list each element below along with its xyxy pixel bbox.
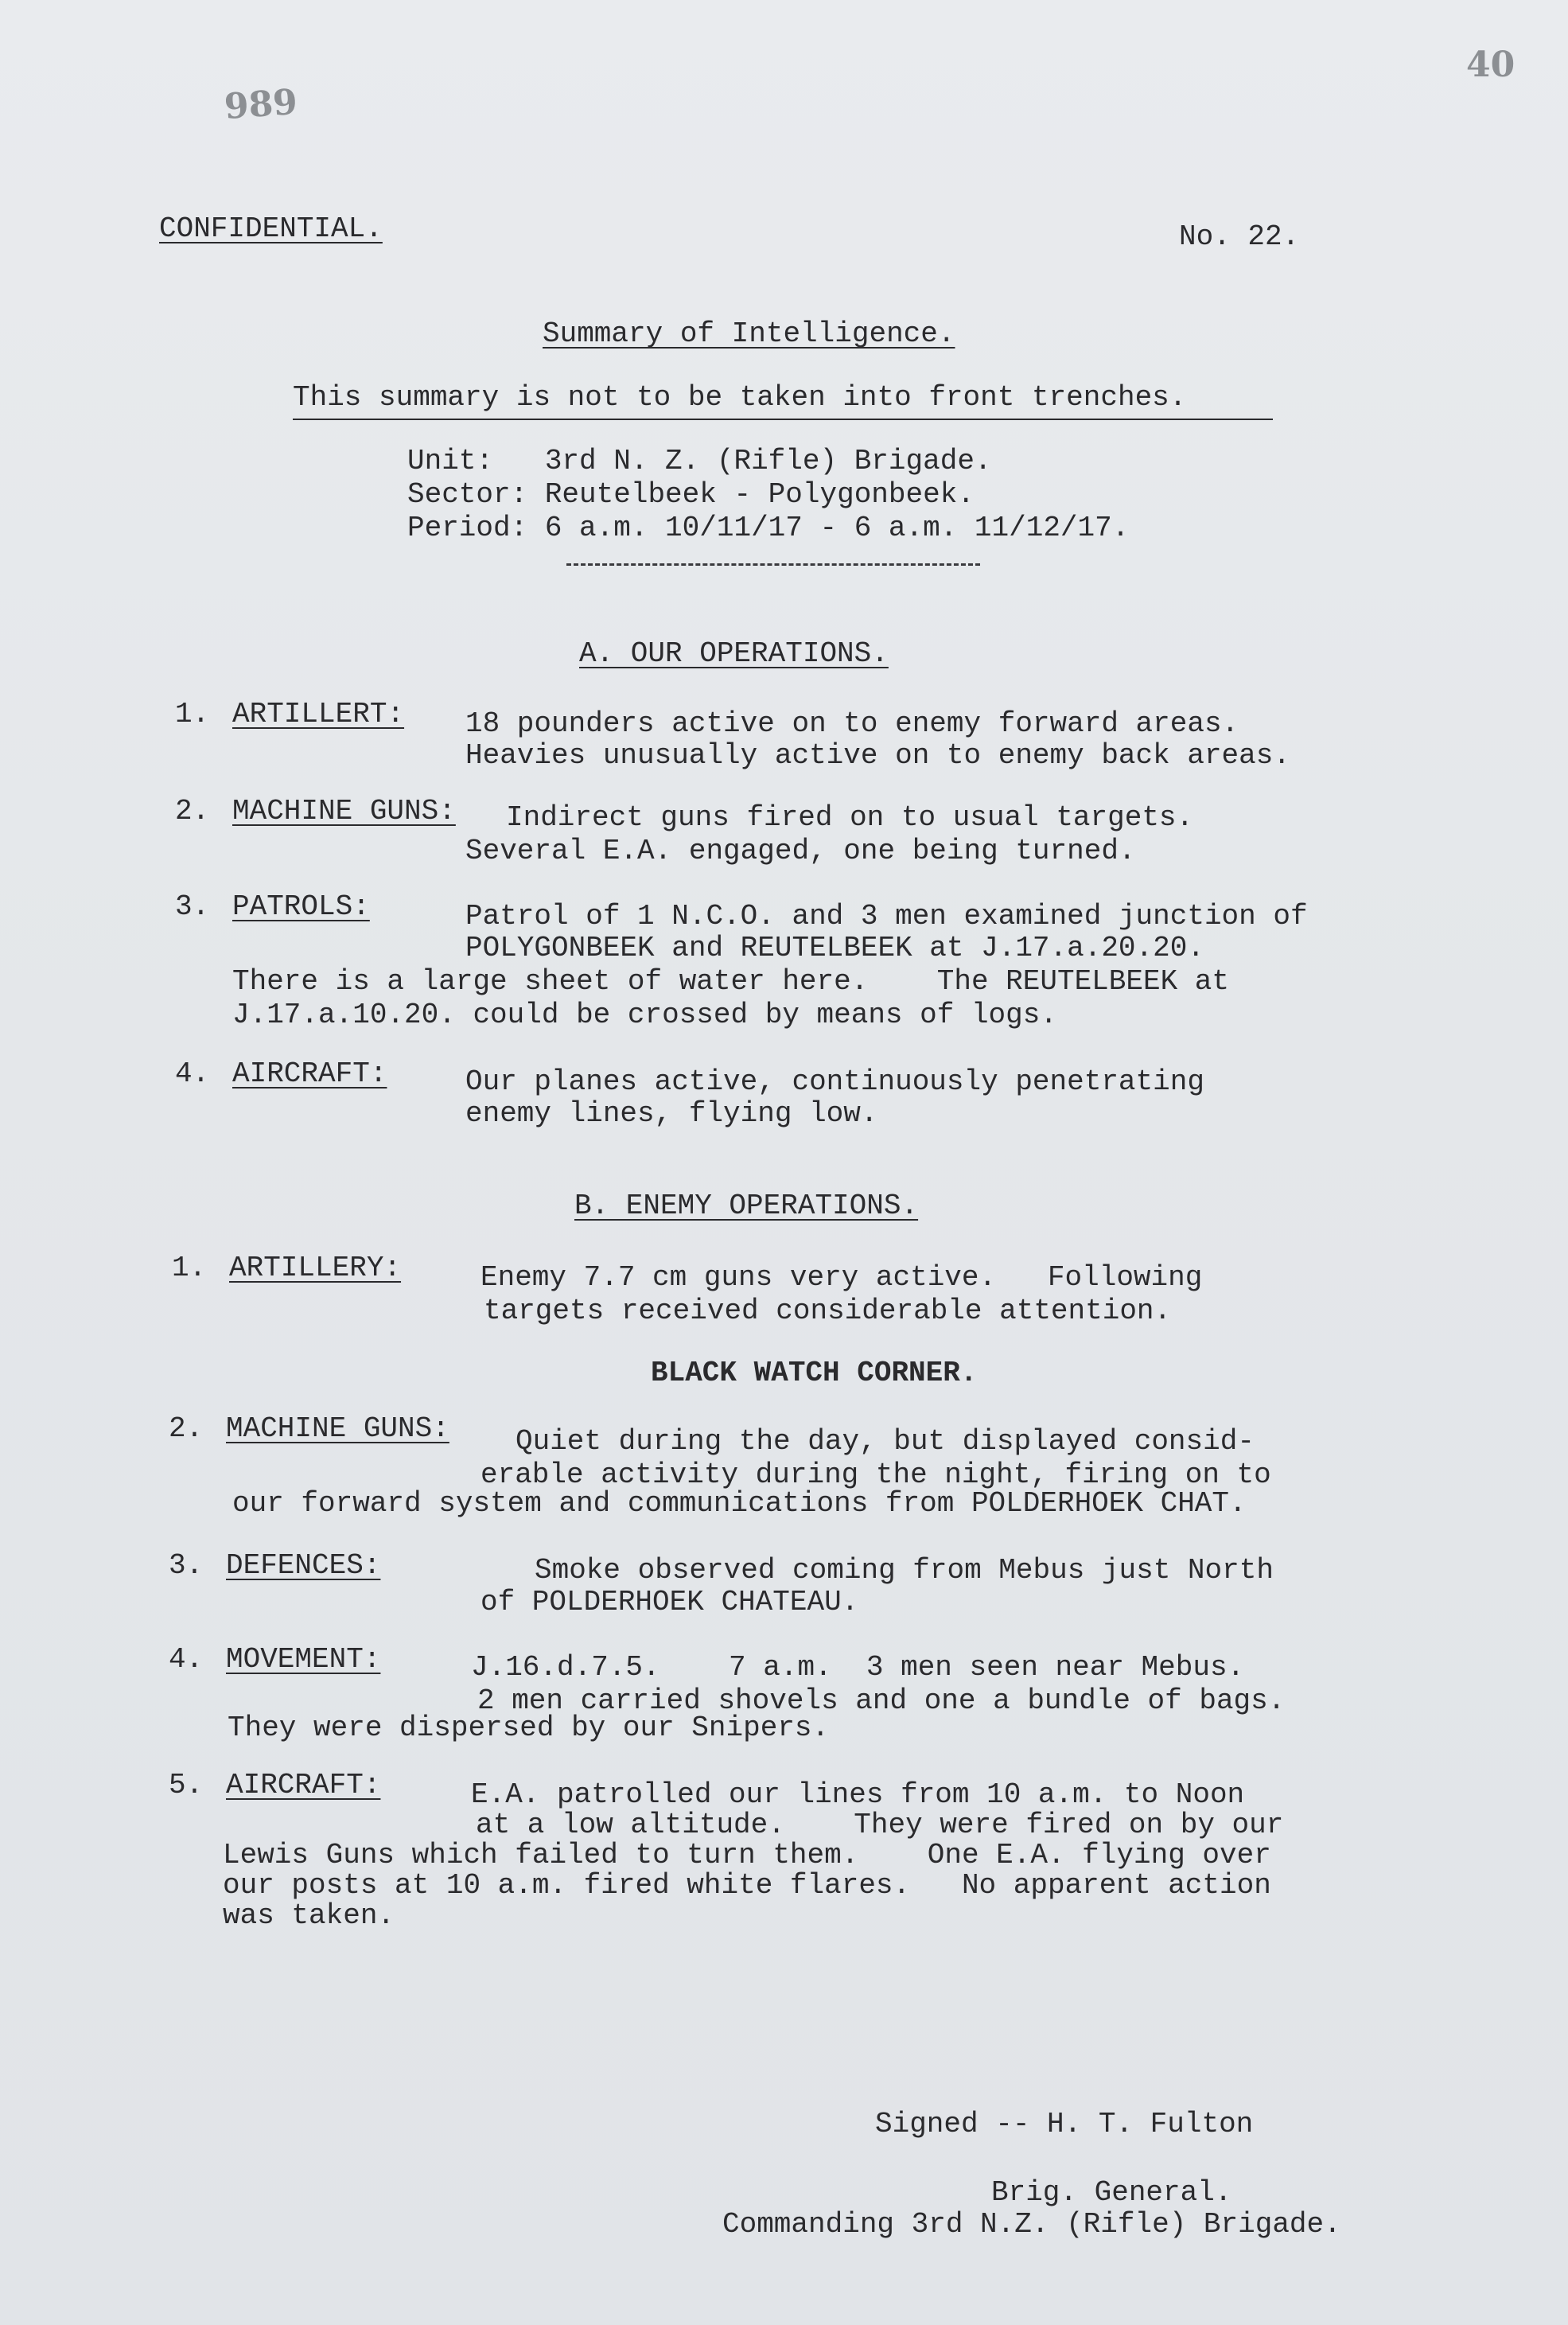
archive-number-faint: 989 xyxy=(223,81,299,128)
distribution-notice: This summary is not to be taken into front trenches. xyxy=(293,381,1187,414)
item-label: MACHINE GUNS: xyxy=(232,795,456,828)
item-number: 1. xyxy=(172,1252,207,1284)
classification-label: CONFIDENTIAL. xyxy=(159,212,383,245)
item-line: of POLDERHOEK CHATEAU. xyxy=(481,1586,859,1618)
notice-underline xyxy=(293,419,1273,420)
item-line: at a low altitude. They were fired on by our xyxy=(476,1809,1284,1841)
item-line: targets received considerable attention. xyxy=(484,1295,1172,1327)
item-line: Lewis Guns which failed to turn them. One E.A. flying over xyxy=(223,1839,1271,1871)
item-label: MACHINE GUNS: xyxy=(226,1412,449,1445)
item-label: DEFENCES: xyxy=(226,1549,381,1582)
item-line: 2 men carried shovels and one a bundle of bags. xyxy=(477,1684,1286,1717)
item-line: Smoke observed coming from Mebus just North xyxy=(535,1554,1274,1587)
item-line: J.16.d.7.5. 7 a.m. 3 men seen near Mebus. xyxy=(471,1651,1245,1684)
item-number: 2. xyxy=(175,795,210,828)
signature-line: Signed -- H. T. Fulton xyxy=(875,2108,1254,2140)
item-line: enemy lines, flying low. xyxy=(465,1097,878,1130)
item-number: 3. xyxy=(169,1549,204,1582)
item-line: Quiet during the day, but displayed consid- xyxy=(516,1425,1255,1458)
document-title: Summary of Intelligence. xyxy=(543,317,955,350)
item-line: 18 pounders active on to enemy forward areas. xyxy=(465,707,1239,740)
item-line: Patrol of 1 N.C.O. and 3 men examined junction of xyxy=(465,900,1308,933)
item-line: our posts at 10 a.m. fired white flares. No apparent action xyxy=(223,1869,1271,1902)
item-line: Several E.A. engaged, one being turned. xyxy=(465,835,1136,867)
item-line: was taken. xyxy=(223,1899,395,1932)
item-line: Enemy 7.7 cm guns very active. Following xyxy=(481,1261,1203,1294)
item-label: PATROLS: xyxy=(232,890,370,923)
dashed-separator xyxy=(566,563,980,566)
item-label: ARTILLERY: xyxy=(229,1252,402,1284)
item-number: 3. xyxy=(175,890,210,923)
item-line: POLYGONBEEK and REUTELBEEK at J.17.a.20.20. xyxy=(465,932,1204,964)
period-line: Period: 6 a.m. 10/11/17 - 6 a.m. 11/12/17. xyxy=(407,512,1130,544)
summary-number: No. 22. xyxy=(1179,220,1300,253)
section-a-heading: A. OUR OPERATIONS. xyxy=(579,637,889,670)
item-number: 1. xyxy=(175,698,210,730)
unit-line: Unit: 3rd N. Z. (Rifle) Brigade. xyxy=(407,445,992,477)
item-label: ARTILLERT: xyxy=(232,698,405,730)
item-line: Indirect guns fired on to usual targets. xyxy=(506,801,1194,834)
item-label: MOVEMENT: xyxy=(226,1643,381,1676)
section-b-heading: B. ENEMY OPERATIONS. xyxy=(574,1190,919,1222)
item-number: 2. xyxy=(169,1412,204,1445)
item-line: J.17.a.10.20. could be crossed by means of logs. xyxy=(232,999,1057,1031)
page-number-pencil: 40 xyxy=(1466,45,1515,85)
item-line: Heavies unusually active on to enemy back areas. xyxy=(465,739,1290,772)
item-line: erable activity during the night, firing on to xyxy=(481,1458,1271,1491)
signatory-rank: Brig. General. xyxy=(991,2176,1232,2209)
sector-line: Sector: Reutelbeek - Polygonbeek. xyxy=(407,478,975,511)
item-number: 4. xyxy=(175,1057,210,1090)
item-line: They were dispersed by our Snipers. xyxy=(228,1712,830,1744)
signatory-command: Commanding 3rd N.Z. (Rifle) Brigade. xyxy=(722,2208,1341,2241)
item-line: There is a large sheet of water here. The REUTELBEEK at xyxy=(232,965,1230,998)
item-number: 4. xyxy=(169,1643,204,1676)
item-line: E.A. patrolled our lines from 10 a.m. to Noon xyxy=(471,1778,1245,1811)
item-label: AIRCRAFT: xyxy=(226,1769,381,1801)
item-line: our forward system and communications from POLDERHOEK CHAT. xyxy=(232,1487,1247,1520)
target-location: BLACK WATCH CORNER. xyxy=(651,1357,978,1389)
item-number: 5. xyxy=(169,1769,204,1801)
item-line: Our planes active, continuously penetrating xyxy=(465,1065,1204,1098)
item-label: AIRCRAFT: xyxy=(232,1057,387,1090)
